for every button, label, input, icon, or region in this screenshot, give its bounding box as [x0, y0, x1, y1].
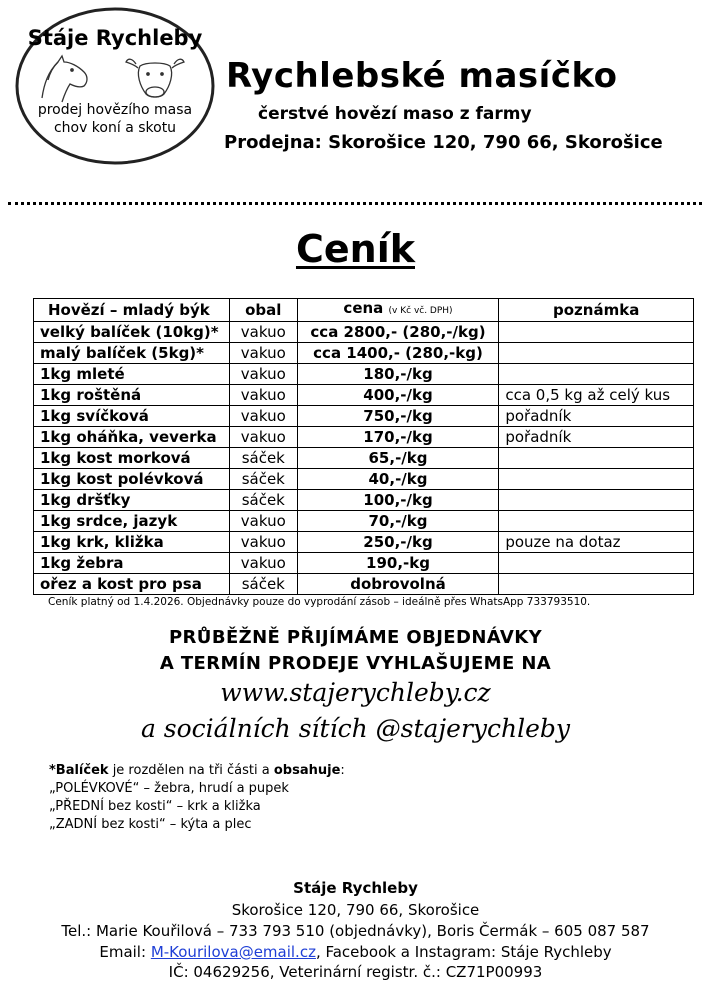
dotted-divider — [8, 202, 702, 205]
table-row — [34, 343, 694, 364]
cell-product: 1kg krk, kližka — [34, 532, 230, 553]
announcement-line-2: A TERMÍN PRODEJE VYHLAŠUJEME NA — [159, 653, 552, 674]
cell-note — [499, 364, 694, 385]
cell-price: 400,-/kg — [297, 385, 499, 406]
cell-note — [499, 343, 694, 364]
footer-ids: IČ: 04629256, Veterinární registr. č.: CZ71P00993 — [168, 963, 543, 981]
cell-packaging: sáček — [229, 448, 297, 469]
header-price-label: cena — [343, 299, 384, 317]
cell-note — [499, 322, 694, 343]
cell-packaging: vakuo — [229, 532, 297, 553]
cell-price: 65,-/kg — [297, 448, 499, 469]
header-price-note: (v Kč vč. DPH) — [388, 306, 453, 316]
package-contains-term: obsahuje — [273, 763, 341, 778]
cell-note: pouze na dotaz — [499, 532, 694, 553]
cell-product: 1kg roštěná — [34, 385, 230, 406]
cell-packaging: sáček — [229, 490, 297, 511]
cell-note: cca 0,5 kg až celý kus — [499, 385, 694, 406]
cell-price: 180,-/kg — [297, 364, 499, 385]
cell-note — [499, 574, 694, 595]
cell-packaging: vakuo — [229, 322, 297, 343]
cell-price: cca 2800,- (280,-/kg) — [297, 322, 499, 343]
table-row — [34, 322, 694, 343]
cell-product: 1kg žebra — [34, 553, 230, 574]
package-part-soup: „POLÉVKOVÉ“ – žebra, hrudí a pupek — [49, 781, 289, 796]
table-row — [34, 448, 694, 469]
footer-contacts — [0, 943, 711, 961]
footer-social: , Facebook a Instagram: Stáje Rychleby — [315, 943, 612, 961]
shop-address: Prodejna: Skorošice 120, 790 66, Skorošice — [224, 132, 663, 153]
cell-product: 1kg kost polévková — [34, 469, 230, 490]
cell-product: 1kg srdce, jazyk — [34, 511, 230, 532]
cell-packaging: vakuo — [229, 385, 297, 406]
table-row — [34, 574, 694, 595]
package-info-intro — [49, 762, 345, 780]
cell-packaging: vakuo — [229, 553, 297, 574]
cell-price: cca 1400,- (280,-kg) — [297, 343, 499, 364]
header-packaging: obal — [229, 299, 297, 322]
cell-packaging: vakuo — [229, 406, 297, 427]
cell-product: 1kg oháňka, veverka — [34, 427, 230, 448]
cell-price: 70,-/kg — [297, 511, 499, 532]
header-price — [297, 299, 499, 322]
cell-product: 1kg kost morková — [34, 448, 230, 469]
cell-note — [499, 511, 694, 532]
cell-note — [499, 469, 694, 490]
cell-packaging: vakuo — [229, 364, 297, 385]
footer-email-prefix: Email: — [99, 943, 151, 961]
table-row — [34, 553, 694, 574]
cell-packaging: vakuo — [229, 427, 297, 448]
cell-note: pořadník — [499, 427, 694, 448]
table-row — [34, 511, 694, 532]
footer-name: Stáje Rychleby — [293, 879, 418, 897]
social-text: a sociálních sítích @stajerychleby — [140, 714, 571, 743]
cell-product: velký balíček (10kg)* — [34, 322, 230, 343]
page-title: Ceník — [295, 227, 415, 271]
table-row — [34, 490, 694, 511]
footer-phones: Tel.: Marie Kouřilová – 733 793 510 (objednávky), Boris Čermák – 605 087 587 — [61, 922, 650, 940]
logo — [14, 6, 216, 166]
table-row — [34, 427, 694, 448]
email-link[interactable]: M-Kourilova@email.cz — [150, 943, 316, 961]
cell-note: pořadník — [499, 406, 694, 427]
table-row — [34, 406, 694, 427]
cell-price: 190,-kg — [297, 553, 499, 574]
package-info — [49, 762, 345, 834]
cell-note — [499, 553, 694, 574]
table-row — [34, 385, 694, 406]
header-product: Hovězí – mladý býk — [34, 299, 230, 322]
logo-tagline-breeding: chov koní a skotu — [53, 120, 177, 136]
cell-product: 1kg dršťky — [34, 490, 230, 511]
header-note: poznámka — [499, 299, 694, 322]
cell-product: 1kg svíčková — [34, 406, 230, 427]
footer-address: Skorošice 120, 790 66, Skorošice — [231, 901, 480, 919]
cell-price: 170,-/kg — [297, 427, 499, 448]
table-row — [34, 532, 694, 553]
cell-price: dobrovolná — [297, 574, 499, 595]
cell-price: 100,-/kg — [297, 490, 499, 511]
website-text: www.stajerychleby.cz — [220, 678, 491, 707]
price-table — [33, 298, 694, 595]
cell-price: 750,-/kg — [297, 406, 499, 427]
package-intro-colon: : — [340, 763, 345, 778]
table-row — [34, 469, 694, 490]
cell-price: 40,-/kg — [297, 469, 499, 490]
announcement-line-1: PRŮBĚŽNĚ PŘIJÍMÁME OBJEDNÁVKY — [168, 627, 543, 648]
logo-tagline-sale: prodej hovězího masa — [37, 102, 193, 118]
package-term: *Balíček — [49, 763, 109, 778]
shop-name: Rychlebské masíčko — [226, 56, 618, 96]
cell-note — [499, 490, 694, 511]
cell-packaging: vakuo — [229, 511, 297, 532]
table-row — [34, 364, 694, 385]
cell-note — [499, 448, 694, 469]
cell-product: malý balíček (5kg)* — [34, 343, 230, 364]
price-table-body — [34, 322, 694, 595]
validity-note: Ceník platný od 1.4.2026. Objednávky pouze do vyprodání zásob – ideálně přes WhatsApp 733793510. — [48, 596, 591, 608]
table-header-row — [34, 299, 694, 322]
cell-product: ořez a kost pro psa — [34, 574, 230, 595]
cell-price: 250,-/kg — [297, 532, 499, 553]
logo-title: Stáje Rychleby — [27, 26, 203, 50]
cell-packaging: sáček — [229, 469, 297, 490]
cell-packaging: vakuo — [229, 343, 297, 364]
shop-subtitle: čerstvé hovězí maso z farmy — [258, 104, 532, 124]
package-part-rear: „ZADNÍ bez kosti“ – kýta a plec — [49, 817, 252, 832]
package-part-front: „PŘEDNÍ bez kosti“ – krk a kližka — [49, 799, 261, 814]
cell-product: 1kg mleté — [34, 364, 230, 385]
cell-packaging: sáček — [229, 574, 297, 595]
package-intro-text: je rozdělen na tři části a — [108, 763, 274, 778]
